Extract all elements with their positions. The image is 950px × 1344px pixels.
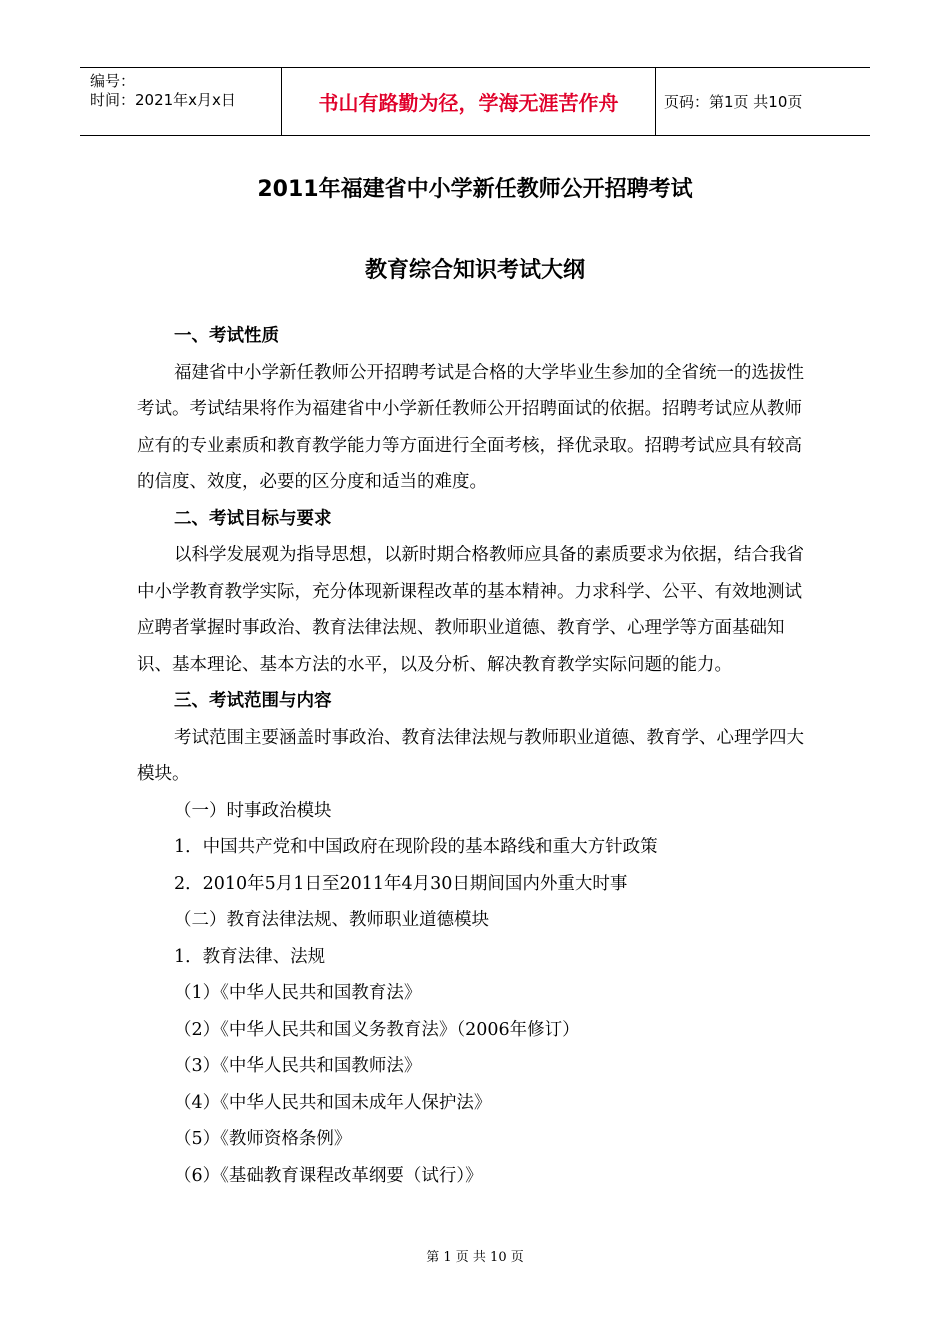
- list-item: 1．教育法律、法规: [174, 946, 326, 967]
- list-item: 1．中国共产党和中国政府在现阶段的基本路线和重大方针政策: [174, 837, 658, 857]
- list-item: （2）《中华人民共和国义务教育法》（2006年修订）: [174, 1019, 580, 1040]
- list-item: （3）《中华人民共和国教师法》: [174, 1056, 422, 1076]
- document-subtitle: 教育综合知识考试大纲: [364, 258, 585, 283]
- list-item: （4）《中华人民共和国未成年人保护法》: [174, 1092, 492, 1113]
- list-item: （1）《中华人民共和国教育法》: [174, 983, 422, 1003]
- document-title: 2011年福建省中小学新任教师公开招聘考试: [257, 177, 693, 202]
- paragraph-scope: 考试范围主要涵盖时事政治、教育法律法规与教师职业道德、教育学、心理学四大模块。: [137, 727, 804, 784]
- document-number: 编号：: [90, 72, 136, 90]
- list-item: （6）《基础教育课程改革纲要（试行）》: [174, 1165, 483, 1186]
- section-heading-scope: 三、考试范围与内容: [174, 691, 332, 711]
- header-info-cell: [80, 68, 282, 135]
- document-date: 时间：2021年x月x日: [90, 91, 236, 109]
- section-heading-nature: 一、考试性质: [174, 326, 279, 346]
- page-footer: 第 1 页 共 10 页: [426, 1250, 524, 1265]
- section-heading-goals: 二、考试目标与要求: [174, 508, 332, 529]
- paragraph-goals: 以科学发展观为指导思想，以新时期合格教师应具备的素质要求为依据，结合我省中小学教育教学实际，充分体现新课程改革的基本精神。力求科学、公平、有效地测试应聘者掌握时事政治、教育法律法规、教师职业道德、教育学、心理学等方面基础知识、基本理论、基本方法的水平，以及分析、解决教育教学实际问题的能力。: [137, 545, 804, 675]
- header-motto: 书山有路勤为径，学海无涯苦作舟: [282, 68, 656, 135]
- document-body: [137, 318, 817, 1194]
- header-page-info: 页码：第1页 共10页: [664, 93, 803, 111]
- list-item: 2．2010年5月1日至2011年4月30日期间国内外重大时事: [174, 873, 628, 894]
- subsection-law-ethics: （二）教育法律法规、教师职业道德模块: [174, 910, 489, 930]
- list-item: （5）《教师资格条例》: [174, 1129, 352, 1149]
- subsection-current-affairs: （一）时事政治模块: [174, 800, 332, 821]
- paragraph-nature: 福建省中小学新任教师公开招聘考试是合格的大学毕业生参加的全省统一的选拔性考试。考试结果将作为福建省中小学新任教师公开招聘面试的依据。招聘考试应从教师应有的专业素质和教育教学能力等方面进行全面考核，择优录取。招聘考试应具有较高的信度、效度，必要的区分度和适当的难度。: [137, 362, 804, 492]
- page-header: [80, 67, 870, 136]
